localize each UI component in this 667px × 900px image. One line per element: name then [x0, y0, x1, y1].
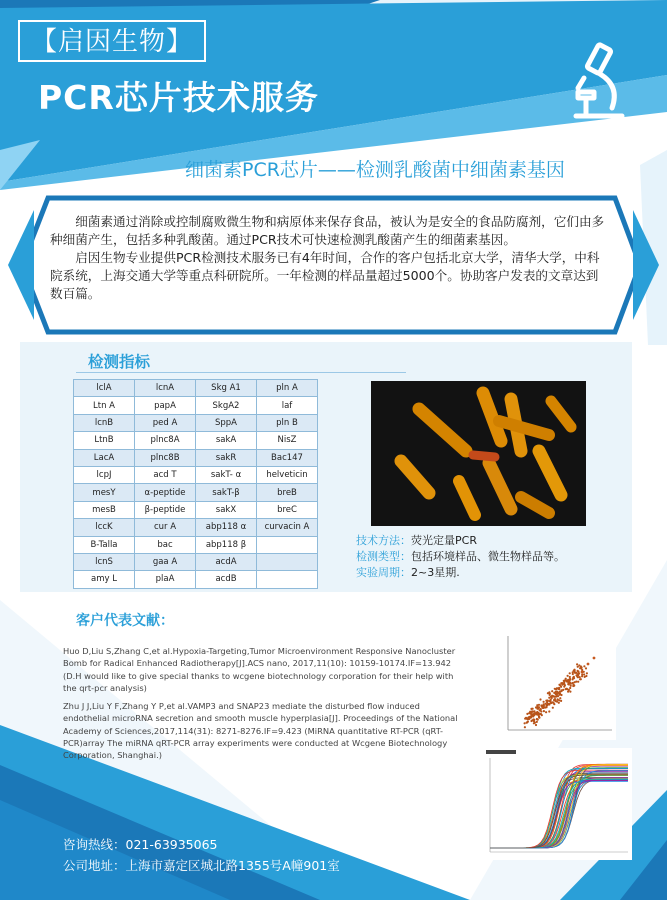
- table-row: [74, 414, 318, 431]
- scatter-dot: [552, 707, 554, 709]
- scatter-dot: [566, 688, 568, 690]
- scatter-dot: [546, 699, 548, 701]
- scatter-dot: [544, 706, 546, 708]
- scatter-dot: [545, 711, 547, 713]
- indicator-cell: sakR: [196, 449, 257, 466]
- indicator-cell: plnc8A: [135, 432, 196, 449]
- scatter-dot: [553, 703, 555, 705]
- scatter-dot: [572, 678, 574, 680]
- scatter-dot: [569, 682, 571, 684]
- references-list: [63, 645, 459, 768]
- indicator-cell: acd T: [135, 466, 196, 483]
- indicators-table: [73, 379, 318, 589]
- scatter-dot: [563, 683, 565, 685]
- scatter-dot: [567, 679, 569, 681]
- indicator-cell: abp118 α: [196, 519, 257, 536]
- indicator-cell: papA: [135, 397, 196, 414]
- indicator-cell: Bac147: [257, 449, 318, 466]
- scatter-dot: [541, 706, 543, 708]
- scatter-dot: [583, 665, 585, 667]
- scatter-dot: [537, 719, 539, 721]
- reference-item: Zhu J J,Liu Y F,Zhang Y P,et al.VAMP3 and SNAP23 mediate the disturbed flow induced endothelial microRNA secretion and smooth muscle hyperplasia[J]. Proceedings of the National Academy of Sciences,2017,114(31): 8271-8276.IF=9.423 (MiRNA quantitative RT-PCR (qRT-PCR)array The miRNA qRT-PCR array experiments were conducted at Wcgene Biotechnology Corporation, Shanghai.): [63, 701, 458, 761]
- scatter-dot: [539, 709, 541, 711]
- indicator-cell: amy L: [74, 571, 135, 588]
- bacteria-micrograph: [371, 381, 586, 526]
- scatter-dot: [559, 691, 561, 693]
- tech-method-row: [356, 533, 477, 549]
- scatter-dot: [536, 704, 538, 706]
- indicator-cell: SppA: [196, 414, 257, 431]
- table-row: [74, 553, 318, 570]
- indicator-cell: acdB: [196, 571, 257, 588]
- scatter-dot: [558, 702, 560, 704]
- scatter-dot: [533, 710, 535, 712]
- scatter-dot: [569, 691, 571, 693]
- indicator-cell: helveticin: [257, 466, 318, 483]
- scatter-dot: [534, 722, 536, 724]
- scatter-dot: [548, 710, 550, 712]
- table-row: [74, 571, 318, 588]
- scatter-plot-thumbnail: [498, 632, 616, 740]
- subtitle: 细菌素PCR芯片——检测乳酸菌中细菌素基因: [185, 159, 565, 181]
- microscope-icon: [568, 42, 630, 126]
- scatter-dot: [538, 716, 540, 718]
- scatter-dot: [524, 722, 526, 724]
- indicator-cell: NisZ: [257, 432, 318, 449]
- period-row: [356, 565, 460, 581]
- brand-label: 【启因生物】: [18, 20, 206, 62]
- indicator-cell: lcnA: [135, 380, 196, 397]
- intro-text: [50, 213, 610, 303]
- table-row: [74, 380, 318, 397]
- scatter-dot: [553, 699, 555, 701]
- indicator-cell: breB: [257, 484, 318, 501]
- scatter-dot: [531, 719, 533, 721]
- indicator-cell: breC: [257, 501, 318, 518]
- indicator-cell: LtnB: [74, 432, 135, 449]
- indicator-cell: sakA: [196, 432, 257, 449]
- scatter-dot: [556, 687, 558, 689]
- table-row: [74, 432, 318, 449]
- indicator-cell: mesB: [74, 501, 135, 518]
- indicator-cell: lcnB: [74, 414, 135, 431]
- scatter-dot: [536, 708, 538, 710]
- scatter-dot: [550, 702, 552, 704]
- indicator-cell: lcnS: [74, 553, 135, 570]
- scatter-dot: [580, 678, 582, 680]
- scatter-dot: [554, 696, 556, 698]
- scatter-dot: [529, 711, 531, 713]
- scatter-dot: [567, 675, 569, 677]
- scatter-dot: [528, 717, 530, 719]
- scatter-dot: [546, 701, 548, 703]
- scatter-dot: [583, 673, 585, 675]
- indicator-cell: gaa A: [135, 553, 196, 570]
- indicator-cell: B-Talla: [74, 536, 135, 553]
- scatter-dot: [559, 693, 561, 695]
- indicator-cell: acdA: [196, 553, 257, 570]
- scatter-dot: [532, 708, 534, 710]
- indicator-cell: SkgA2: [196, 397, 257, 414]
- scatter-dot: [585, 667, 587, 669]
- intro-paragraph: 启因生物专业提供PCR检测技术服务已有4年时间，合作的客户包括北京大学，清华大学，中科院系统，上海交通大学等重点科研院所。一年检测的样品量超过5000个。协助客户发表的文章达到数百篇。: [50, 250, 600, 301]
- indicator-cell: sakX: [196, 501, 257, 518]
- indicator-cell: plaA: [135, 571, 196, 588]
- indicator-cell: Ltn A: [74, 397, 135, 414]
- scatter-dot: [569, 678, 571, 680]
- scatter-dot: [551, 690, 553, 692]
- scatter-dot: [543, 703, 545, 705]
- scatter-dot: [526, 713, 528, 715]
- hotline: 咨询热线：021-63935065: [63, 837, 218, 852]
- scatter-dot: [524, 726, 526, 728]
- scatter-dot: [537, 712, 539, 714]
- indicator-cell: cur A: [135, 519, 196, 536]
- scatter-dot: [548, 703, 550, 705]
- indicator-cell: lcpJ: [74, 466, 135, 483]
- indicator-cell: β-peptide: [135, 501, 196, 518]
- scatter-dot: [573, 676, 575, 678]
- indicator-cell: plnc8B: [135, 449, 196, 466]
- scatter-dot: [553, 692, 555, 694]
- indicator-cell: lclA: [74, 380, 135, 397]
- indicator-cell: ped A: [135, 414, 196, 431]
- scatter-dot: [552, 695, 554, 697]
- scatter-dot: [559, 697, 561, 699]
- intro-paragraph: 细菌素通过消除或控制腐败微生物和病原体来保存食品，被认为是安全的食品防腐剂，它们由多种细菌产生，包括多种乳酸菌。通过PCR技术可快速检测乳酸菌产生的细菌素基因。: [50, 214, 605, 247]
- table-row: [74, 501, 318, 518]
- reference-item: Huo D,Liu S,Zhang C,et al.Hypoxia-Targeting,Tumor Microenvironment Responsive Nanocluster Bomb for Radical Enhanced Radiotherapy[J].ACS nano, 2017,11(10): 10159-10174.IF=13.942 (D.H would like to give special thanks to wcgene biotechnology corporation for their help with the qrt-pcr analysis): [63, 646, 456, 693]
- period-label: 实验周期：: [356, 566, 411, 579]
- scatter-dot: [575, 674, 577, 676]
- indicator-cell: bac: [135, 536, 196, 553]
- indicator-cell: curvacin A: [257, 519, 318, 536]
- scatter-dot: [574, 681, 576, 683]
- indicator-cell: Skg A1: [196, 380, 257, 397]
- scatter-dot: [550, 696, 552, 698]
- indicator-cell: sakT- α: [196, 466, 257, 483]
- scatter-dot: [539, 698, 541, 700]
- scatter-dot: [530, 713, 532, 715]
- scatter-dot: [525, 717, 527, 719]
- scatter-dot: [584, 676, 586, 678]
- indicator-cell: sakT-β: [196, 484, 257, 501]
- scatter-dot: [567, 691, 569, 693]
- scatter-dot: [579, 676, 581, 678]
- indicator-cell: [257, 536, 318, 553]
- service-title: PCR芯片技术服务: [38, 78, 319, 117]
- scatter-dot: [558, 699, 560, 701]
- table-row: [74, 466, 318, 483]
- scatter-dot: [560, 686, 562, 688]
- scatter-dot: [572, 671, 574, 673]
- references-heading: 客户代表文献：: [76, 613, 174, 629]
- indicator-cell: pln B: [257, 414, 318, 431]
- test-type-label: 检测类型：: [356, 550, 411, 563]
- indicator-cell: lccK: [74, 519, 135, 536]
- scatter-dot: [543, 710, 545, 712]
- indicator-cell: pln A: [257, 380, 318, 397]
- scatter-dot: [554, 688, 556, 690]
- table-row: [74, 484, 318, 501]
- indicator-cell: abp118 β: [196, 536, 257, 553]
- scatter-dot: [564, 679, 566, 681]
- scatter-dot: [586, 672, 588, 674]
- scatter-dot: [570, 685, 572, 687]
- period-value: 2~3星期.: [411, 566, 460, 579]
- tech-method-value: 荧光定量PCR: [411, 534, 477, 547]
- scatter-dot: [577, 671, 579, 673]
- table-row: [74, 397, 318, 414]
- table-row: [74, 536, 318, 553]
- scatter-dot: [556, 693, 558, 695]
- tech-method-label: 技术方法：: [356, 534, 411, 547]
- table-row: [74, 519, 318, 536]
- scatter-dot: [577, 681, 579, 683]
- company-address: 公司地址：上海市嘉定区城北路1355号A幢901室: [63, 858, 340, 873]
- scatter-dot: [579, 667, 581, 669]
- indicator-cell: α-peptide: [135, 484, 196, 501]
- indicator-cell: [257, 571, 318, 588]
- scatter-dot: [548, 691, 550, 693]
- test-type-value: 包括环境样品、微生物样品等。: [411, 550, 565, 563]
- scatter-dot: [569, 687, 571, 689]
- scatter-dot: [569, 676, 571, 678]
- scatter-dot: [536, 721, 538, 723]
- scatter-dot: [574, 672, 576, 674]
- indicator-cell: LacA: [74, 449, 135, 466]
- scatter-dot: [581, 675, 583, 677]
- scatter-dot: [531, 714, 533, 716]
- scatter-dot: [560, 700, 562, 702]
- scatter-dot: [561, 689, 563, 691]
- indicator-cell: mesY: [74, 484, 135, 501]
- table-row: [74, 449, 318, 466]
- scatter-dot: [577, 666, 579, 668]
- scatter-dot: [549, 694, 551, 696]
- scatter-dot: [569, 672, 571, 674]
- scatter-dot: [535, 724, 537, 726]
- scatter-dot: [572, 684, 574, 686]
- heading-divider: [76, 372, 406, 373]
- scatter-dot: [543, 701, 545, 703]
- amplification-curve-thumbnail: [482, 748, 632, 860]
- scatter-dot: [535, 713, 537, 715]
- scatter-dot: [533, 719, 535, 721]
- indicators-heading: 检测指标: [88, 353, 151, 371]
- scatter-dot: [558, 688, 560, 690]
- scatter-dot: [556, 691, 558, 693]
- indicator-cell: [257, 553, 318, 570]
- scatter-dot: [576, 663, 578, 665]
- scatter-dot: [574, 669, 576, 671]
- scatter-dot: [526, 721, 528, 723]
- indicator-cell: laf: [257, 397, 318, 414]
- test-type-row: [356, 549, 565, 565]
